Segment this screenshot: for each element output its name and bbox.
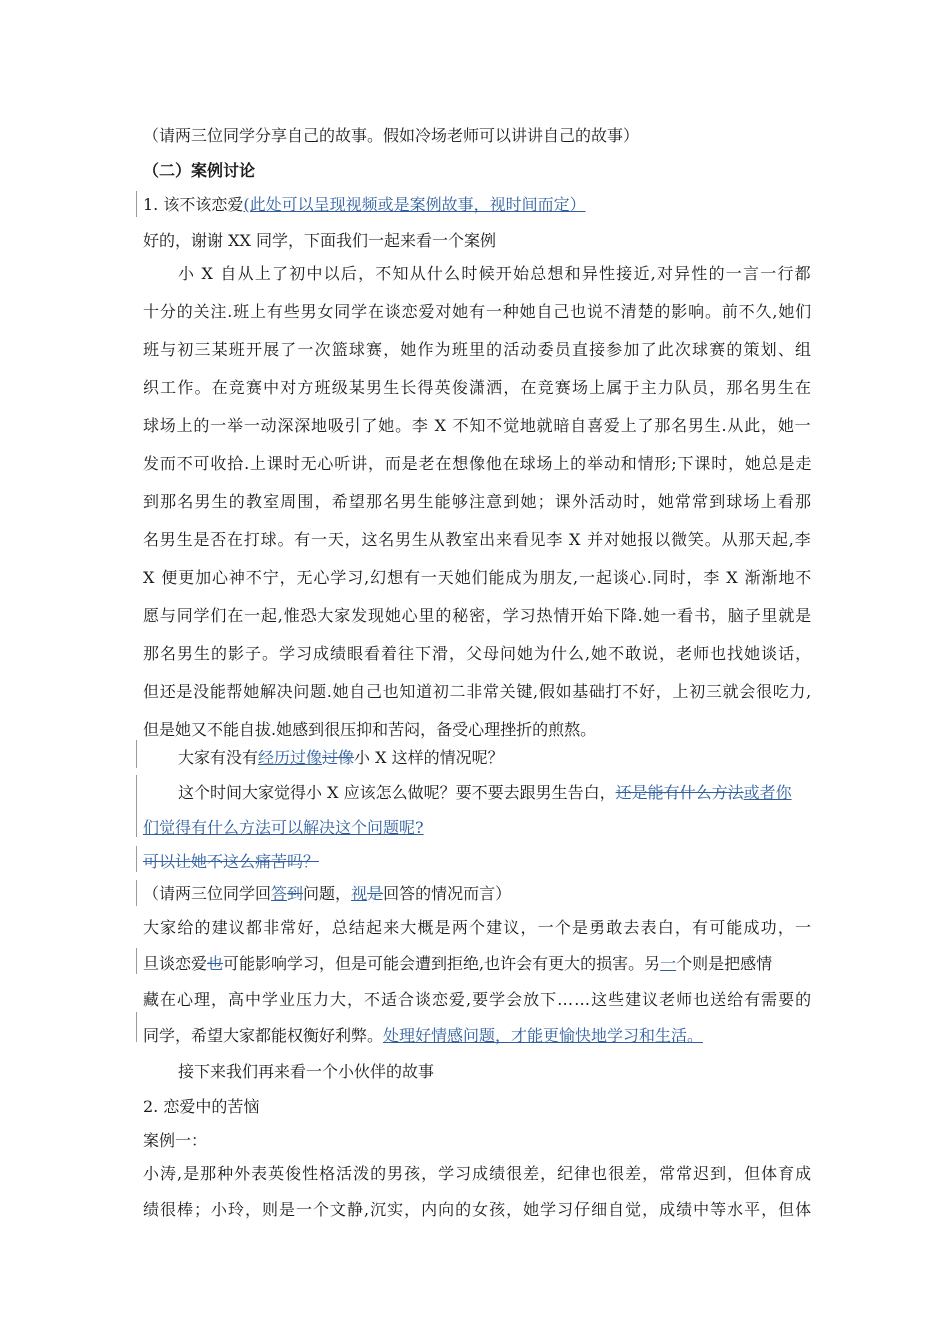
story-line: 那名男生的影子。学习成绩眼看着往下滑，父母问她为什么,她不敢说，老师也找她谈话， [143,644,813,663]
question-line [178,783,792,803]
summary-line [143,954,772,974]
deleted-text: 过像 [322,748,355,767]
text-run: 同学，希望大家都能权衡好利弊。 [143,1026,384,1045]
question-line [143,852,319,872]
revision-bar [136,775,137,837]
inserted-text: (此处可以呈现视频或是案例故事，视时间而定） [243,195,586,214]
transition-line: 好的，谢谢 XX 同学，下面我们一起来看一个案例 [143,231,496,250]
deleted-text: 也 [207,954,224,973]
revision-bar [136,880,137,906]
story-line: 但还是没能帮她解决问题.她自己也知道初二非常关键,假如基础打不好，上初三就会很吃力, [143,682,812,701]
text-run: 回答的情况而言） [383,884,512,903]
summary-line [143,1026,703,1046]
revision-bar [136,1012,137,1042]
text-run: 个则是把感情 [676,954,773,973]
inserted-text: 处理好情感问题，才能更愉快地学习和生活。 [383,1026,704,1045]
instruction-note [143,884,511,904]
text-run: 问题， [303,884,352,903]
subheading-2: 2. 恋爱中的苦恼 [143,1097,260,1116]
instruction-note: （请两三位同学分享自己的故事。假如冷场老师可以讲讲自己的故事） [143,126,640,145]
text-run: 小 X 这样的情况呢？ [354,748,504,767]
case-line: 小涛,是那种外表英俊性格活泼的男孩，学习成绩很差，纪律也很差，常常迟到，但体育成 [143,1164,813,1183]
inserted-text: 经历过像 [258,748,323,767]
text-run: （请两三位同学回 [143,884,272,903]
story-line: 名男生是否在打球。有一天，这名男生从教室出来看见李 X 并对她报以微笑。从那天起,李 [143,530,812,549]
deleted-text: 到 [287,884,304,903]
inserted-text: 或者你 [743,783,792,802]
summary-line: 藏在心理，高中学业压力大，不适合谈恋爱,要学会放下……这些建议老师也送给有需要的 [143,990,813,1009]
revision-bar [136,846,137,872]
inserted-text: 视 [351,884,368,903]
story-line: 小 X 自从上了初中以后，不知从什么时候开始总想和异性接近,对异性的一言一行都 [178,264,812,283]
story-line: 球场上的一举一动深深地吸引了她。李 X 不知不觉地就暗自喜爱上了那名男生.从此，她一 [143,416,812,435]
text-run: 旦谈恋爱 [143,954,208,973]
story-line: 发而不可收拾.上课时无心听讲，而是老在想像他在球场上的举动和情形;下课时，她总是走 [143,454,813,473]
subheading-1 [143,195,586,215]
question-line [143,818,424,838]
text-run: 大家有没有 [178,748,259,767]
text-run: 这个时间大家觉得小 X 应该怎么做呢？要不要去跟男生告白， [178,783,616,802]
story-line: 班与初三某班开展了一次篮球赛，她作为班里的活动委员直接参加了此次球赛的策划、组 [143,340,813,359]
transition-line: 接下来我们再来看一个小伙伴的故事 [178,1062,435,1081]
inserted-text: 答 [271,884,288,903]
revision-bar [136,740,137,768]
case-line: 绩很棒；小玲，则是一个文静,沉实，内向的女孩，她学习仔细自觉，成绩中等水平，但体 [143,1200,813,1219]
story-line: 愿与同学们在一起,惟恐大家发现她心里的秘密，学习热情开始下降.她一看书，脑子里就是 [143,606,813,625]
revision-bar [136,948,137,974]
inserted-text: 一 [660,954,677,973]
summary-line: 大家给的建议都非常好，总结起来大概是两个建议，一个是勇敢去表白，有可能成功，一 [143,918,813,937]
inserted-text: 们觉得有什么方法可以解决这个问题呢? [143,818,424,837]
question-line [178,748,504,768]
story-line: 但是她又不能自拔.她感到很压抑和苦闷，备受心理挫折的煎熬。 [143,720,597,739]
case-label: 案例一： [143,1131,208,1150]
deleted-text: 还是能有什么方法 [615,783,744,802]
subheading-text: 1. 该不该恋爱 [143,195,244,214]
section-heading: （二）案例讨论 [143,161,256,180]
story-line: 织工作。在竞赛中对方班级某男生长得英俊潇洒，在竞赛场上属于主力队员，那名男生在 [143,378,813,397]
revision-bar [136,191,137,217]
text-run: 可能影响学习，但是可能会遭到拒绝,也许会有更大的损害。另 [223,954,661,973]
story-line: X 便更加心神不宁，无心学习,幻想有一天她们能成为朋友,一起谈心.同时，李 X 渐渐地不 [143,568,813,587]
deleted-text: 可以让她不这么痛苦吗？ [143,852,320,871]
story-line: 到那名男生的教室周围，希望那名男生能够注意到她；课外活动时，她常常到球场上看那 [143,492,813,511]
deleted-text: 是 [367,884,384,903]
story-line: 十分的关注.班上有些男女同学在谈恋爱对她有一种她自己也说不清楚的影响。前不久,她们 [143,302,813,321]
